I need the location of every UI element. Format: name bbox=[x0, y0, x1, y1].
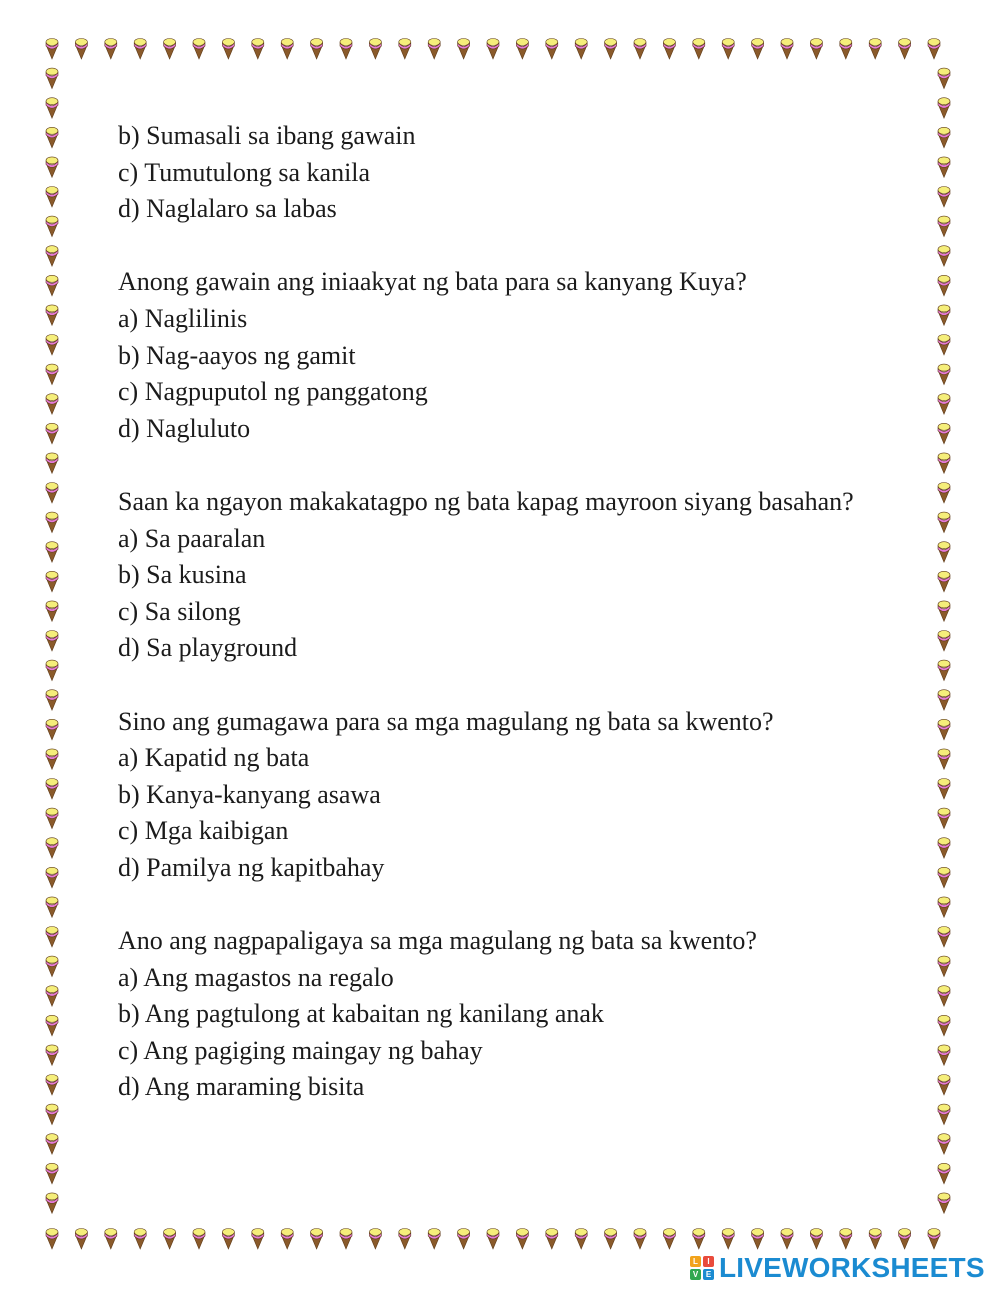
ice-cream-cone-icon bbox=[164, 1229, 176, 1250]
ice-cream-cone-icon bbox=[46, 394, 58, 415]
ice-cream-cone-icon bbox=[938, 1075, 950, 1096]
answer-option: c) Sa silong bbox=[118, 596, 241, 626]
ice-cream-cone-icon bbox=[105, 1229, 117, 1250]
ice-cream-cone-icon bbox=[938, 1045, 950, 1066]
ice-cream-cone-icon bbox=[938, 897, 950, 918]
ice-cream-cone-icon bbox=[899, 1229, 911, 1250]
ice-cream-cone-icon bbox=[46, 1134, 58, 1155]
ice-cream-cone-icon bbox=[46, 986, 58, 1007]
ice-cream-cone-icon bbox=[938, 216, 950, 237]
ice-cream-cone-icon bbox=[938, 68, 950, 89]
logo-letter: V bbox=[690, 1269, 701, 1280]
ice-cream-cone-icon bbox=[46, 749, 58, 770]
answer-option: c) Nagpuputol ng panggatong bbox=[118, 377, 428, 407]
ice-cream-cone-icon bbox=[222, 1229, 234, 1250]
ice-cream-cone-icon bbox=[938, 986, 950, 1007]
ice-cream-cone-icon bbox=[869, 1229, 881, 1250]
ice-cream-cone-icon bbox=[722, 39, 734, 60]
ice-cream-cone-icon bbox=[752, 39, 764, 60]
ice-cream-cone-icon bbox=[752, 1229, 764, 1250]
ice-cream-cone-icon bbox=[46, 601, 58, 622]
ice-cream-cone-icon bbox=[938, 571, 950, 592]
ice-cream-cone-icon bbox=[222, 39, 234, 60]
answer-option: b) Nag-aayos ng gamit bbox=[118, 340, 356, 370]
ice-cream-cone-icon bbox=[938, 867, 950, 888]
question-continued bbox=[118, 118, 898, 228]
ice-cream-cone-icon bbox=[46, 275, 58, 296]
ice-cream-cone-icon bbox=[46, 68, 58, 89]
question-text: Sino ang gumagawa para sa mga magulang ng bata sa kwento? bbox=[118, 706, 774, 736]
ice-cream-cone-icon bbox=[634, 1229, 646, 1250]
ice-cream-cone-icon bbox=[938, 808, 950, 829]
ice-cream-cone-icon bbox=[369, 1229, 381, 1250]
ice-cream-cone-icon bbox=[938, 246, 950, 267]
ice-cream-cone-icon bbox=[810, 1229, 822, 1250]
ice-cream-cone-icon bbox=[487, 39, 499, 60]
ice-cream-cone-icon bbox=[938, 956, 950, 977]
answer-option: d) Ang maraming bisita bbox=[118, 1072, 365, 1102]
ice-cream-cone-icon bbox=[46, 1193, 58, 1214]
ice-cream-cone-icon bbox=[252, 1229, 264, 1250]
ice-cream-cone-icon bbox=[938, 1104, 950, 1125]
ice-cream-cone-icon bbox=[938, 927, 950, 948]
ice-cream-cone-icon bbox=[546, 39, 558, 60]
ice-cream-cone-icon bbox=[340, 39, 352, 60]
ice-cream-cone-icon bbox=[938, 1134, 950, 1155]
ice-cream-cone-icon bbox=[938, 483, 950, 504]
answer-option: a) Kapatid ng bata bbox=[118, 743, 310, 773]
answer-option: a) Naglilinis bbox=[118, 303, 248, 333]
ice-cream-cone-icon bbox=[428, 39, 440, 60]
ice-cream-cone-icon bbox=[46, 187, 58, 208]
ice-cream-cone-icon bbox=[938, 631, 950, 652]
ice-cream-cone-icon bbox=[46, 690, 58, 711]
ice-cream-cone-icon bbox=[46, 897, 58, 918]
ice-cream-cone-icon bbox=[46, 1104, 58, 1125]
ice-cream-cone-icon bbox=[46, 39, 58, 60]
ice-cream-cone-icon bbox=[693, 39, 705, 60]
ice-cream-cone-icon bbox=[938, 660, 950, 681]
ice-cream-cone-icon bbox=[46, 246, 58, 267]
answer-option: c) Ang pagiging maingay ng bahay bbox=[118, 1035, 483, 1065]
ice-cream-cone-icon bbox=[938, 601, 950, 622]
live-logo-icon bbox=[690, 1256, 714, 1280]
ice-cream-cone-icon bbox=[516, 39, 528, 60]
ice-cream-cone-icon bbox=[311, 1229, 323, 1250]
ice-cream-cone-icon bbox=[663, 1229, 675, 1250]
answer-option: a) Sa paaralan bbox=[118, 523, 266, 553]
ice-cream-cone-icon bbox=[46, 779, 58, 800]
ice-cream-cone-icon bbox=[938, 275, 950, 296]
ice-cream-cone-icon bbox=[810, 39, 822, 60]
ice-cream-cone-icon bbox=[46, 127, 58, 148]
ice-cream-cone-icon bbox=[575, 1229, 587, 1250]
answer-option: b) Kanya-kanyang asawa bbox=[118, 779, 381, 809]
answer-option: b) Sumasali sa ibang gawain bbox=[118, 121, 416, 150]
ice-cream-cone-icon bbox=[46, 483, 58, 504]
ice-cream-cone-icon bbox=[46, 956, 58, 977]
ice-cream-cone-icon bbox=[311, 39, 323, 60]
ice-cream-cone-icon bbox=[458, 1229, 470, 1250]
worksheet-content bbox=[118, 118, 898, 1143]
answer-option: d) Pamilya ng kapitbahay bbox=[118, 852, 385, 882]
question-text: Anong gawain ang iniaakyat ng bata para sa kanyang Kuya? bbox=[118, 267, 747, 297]
ice-cream-cone-icon bbox=[605, 39, 617, 60]
answer-option: b) Ang pagtulong at kabaitan ng kanilang anak bbox=[118, 999, 604, 1029]
ice-cream-cone-icon bbox=[899, 39, 911, 60]
ice-cream-cone-icon bbox=[487, 1229, 499, 1250]
ice-cream-cone-icon bbox=[840, 39, 852, 60]
ice-cream-cone-icon bbox=[46, 364, 58, 385]
answer-option: d) Sa playground bbox=[118, 633, 298, 663]
ice-cream-cone-icon bbox=[252, 39, 264, 60]
logo-letter: E bbox=[703, 1269, 714, 1280]
ice-cream-cone-icon bbox=[516, 1229, 528, 1250]
ice-cream-cone-icon bbox=[46, 1015, 58, 1036]
ice-cream-cone-icon bbox=[663, 39, 675, 60]
answer-option: d) Naglalaro sa labas bbox=[118, 194, 337, 224]
question-text: Saan ka ngayon makakatagpo ng bata kapag mayroon siyang basahan? bbox=[118, 486, 854, 516]
question-3 bbox=[118, 704, 898, 887]
ice-cream-cone-icon bbox=[840, 1229, 852, 1250]
logo-letter: I bbox=[703, 1256, 714, 1267]
ice-cream-cone-icon bbox=[46, 157, 58, 178]
ice-cream-cone-icon bbox=[340, 1229, 352, 1250]
ice-cream-cone-icon bbox=[781, 39, 793, 60]
question-1 bbox=[118, 264, 898, 447]
ice-cream-cone-icon bbox=[938, 98, 950, 119]
answer-option: d) Nagluluto bbox=[118, 413, 251, 443]
ice-cream-cone-icon bbox=[75, 1229, 87, 1250]
ice-cream-cone-icon bbox=[634, 39, 646, 60]
ice-cream-cone-icon bbox=[693, 1229, 705, 1250]
ice-cream-cone-icon bbox=[46, 927, 58, 948]
answer-option: c) Mga kaibigan bbox=[118, 816, 289, 846]
ice-cream-cone-icon bbox=[938, 1193, 950, 1214]
ice-cream-cone-icon bbox=[938, 127, 950, 148]
ice-cream-cone-icon bbox=[134, 1229, 146, 1250]
ice-cream-cone-icon bbox=[46, 335, 58, 356]
ice-cream-cone-icon bbox=[938, 305, 950, 326]
ice-cream-cone-icon bbox=[46, 838, 58, 859]
ice-cream-cone-icon bbox=[938, 453, 950, 474]
ice-cream-cone-icon bbox=[46, 571, 58, 592]
ice-cream-cone-icon bbox=[928, 39, 940, 60]
ice-cream-cone-icon bbox=[428, 1229, 440, 1250]
ice-cream-cone-icon bbox=[938, 779, 950, 800]
ice-cream-cone-icon bbox=[928, 1229, 940, 1250]
ice-cream-cone-icon bbox=[46, 1229, 58, 1250]
ice-cream-cone-icon bbox=[193, 39, 205, 60]
ice-cream-cone-icon bbox=[46, 512, 58, 533]
ice-cream-cone-icon bbox=[605, 1229, 617, 1250]
ice-cream-cone-icon bbox=[575, 39, 587, 60]
question-4 bbox=[118, 923, 898, 1106]
ice-cream-cone-icon bbox=[938, 719, 950, 740]
ice-cream-cone-icon bbox=[938, 157, 950, 178]
ice-cream-cone-icon bbox=[46, 216, 58, 237]
ice-cream-cone-icon bbox=[75, 39, 87, 60]
ice-cream-cone-icon bbox=[938, 542, 950, 563]
ice-cream-cone-icon bbox=[458, 39, 470, 60]
ice-cream-cone-icon bbox=[938, 394, 950, 415]
ice-cream-cone-icon bbox=[134, 39, 146, 60]
ice-cream-cone-icon bbox=[938, 364, 950, 385]
ice-cream-cone-icon bbox=[46, 423, 58, 444]
ice-cream-cone-icon bbox=[46, 305, 58, 326]
ice-cream-cone-icon bbox=[46, 1045, 58, 1066]
ice-cream-cone-icon bbox=[938, 423, 950, 444]
brand-name: LIVEWORKSHEETS bbox=[719, 1252, 985, 1283]
logo-letter: L bbox=[690, 1256, 701, 1267]
ice-cream-cone-icon bbox=[46, 867, 58, 888]
ice-cream-cone-icon bbox=[546, 1229, 558, 1250]
ice-cream-cone-icon bbox=[46, 660, 58, 681]
ice-cream-cone-icon bbox=[164, 39, 176, 60]
ice-cream-cone-icon bbox=[46, 719, 58, 740]
ice-cream-cone-icon bbox=[399, 39, 411, 60]
answer-option: a) Ang magastos na regalo bbox=[118, 962, 394, 992]
ice-cream-cone-icon bbox=[46, 542, 58, 563]
ice-cream-cone-icon bbox=[938, 1163, 950, 1184]
ice-cream-cone-icon bbox=[46, 453, 58, 474]
ice-cream-cone-icon bbox=[281, 1229, 293, 1250]
ice-cream-cone-icon bbox=[46, 808, 58, 829]
ice-cream-cone-icon bbox=[369, 39, 381, 60]
liveworksheets-logo[interactable] bbox=[690, 1250, 985, 1286]
ice-cream-cone-icon bbox=[938, 1015, 950, 1036]
answer-option: b) Sa kusina bbox=[118, 560, 247, 590]
answer-option: c) Tumutulong sa kanila bbox=[118, 157, 371, 187]
ice-cream-cone-icon bbox=[938, 512, 950, 533]
ice-cream-cone-icon bbox=[281, 39, 293, 60]
ice-cream-cone-icon bbox=[722, 1229, 734, 1250]
question-text: Ano ang nagpapaligaya sa mga magulang ng bata sa kwento? bbox=[118, 926, 757, 956]
question-2 bbox=[118, 484, 898, 667]
ice-cream-cone-icon bbox=[938, 690, 950, 711]
ice-cream-cone-icon bbox=[938, 838, 950, 859]
ice-cream-cone-icon bbox=[193, 1229, 205, 1250]
ice-cream-cone-icon bbox=[46, 98, 58, 119]
ice-cream-cone-icon bbox=[781, 1229, 793, 1250]
ice-cream-cone-icon bbox=[46, 1075, 58, 1096]
ice-cream-cone-icon bbox=[938, 749, 950, 770]
ice-cream-cone-icon bbox=[46, 1163, 58, 1184]
ice-cream-cone-icon bbox=[399, 1229, 411, 1250]
ice-cream-cone-icon bbox=[869, 39, 881, 60]
ice-cream-cone-icon bbox=[46, 631, 58, 652]
ice-cream-cone-icon bbox=[938, 187, 950, 208]
ice-cream-cone-icon bbox=[105, 39, 117, 60]
ice-cream-cone-icon bbox=[938, 335, 950, 356]
